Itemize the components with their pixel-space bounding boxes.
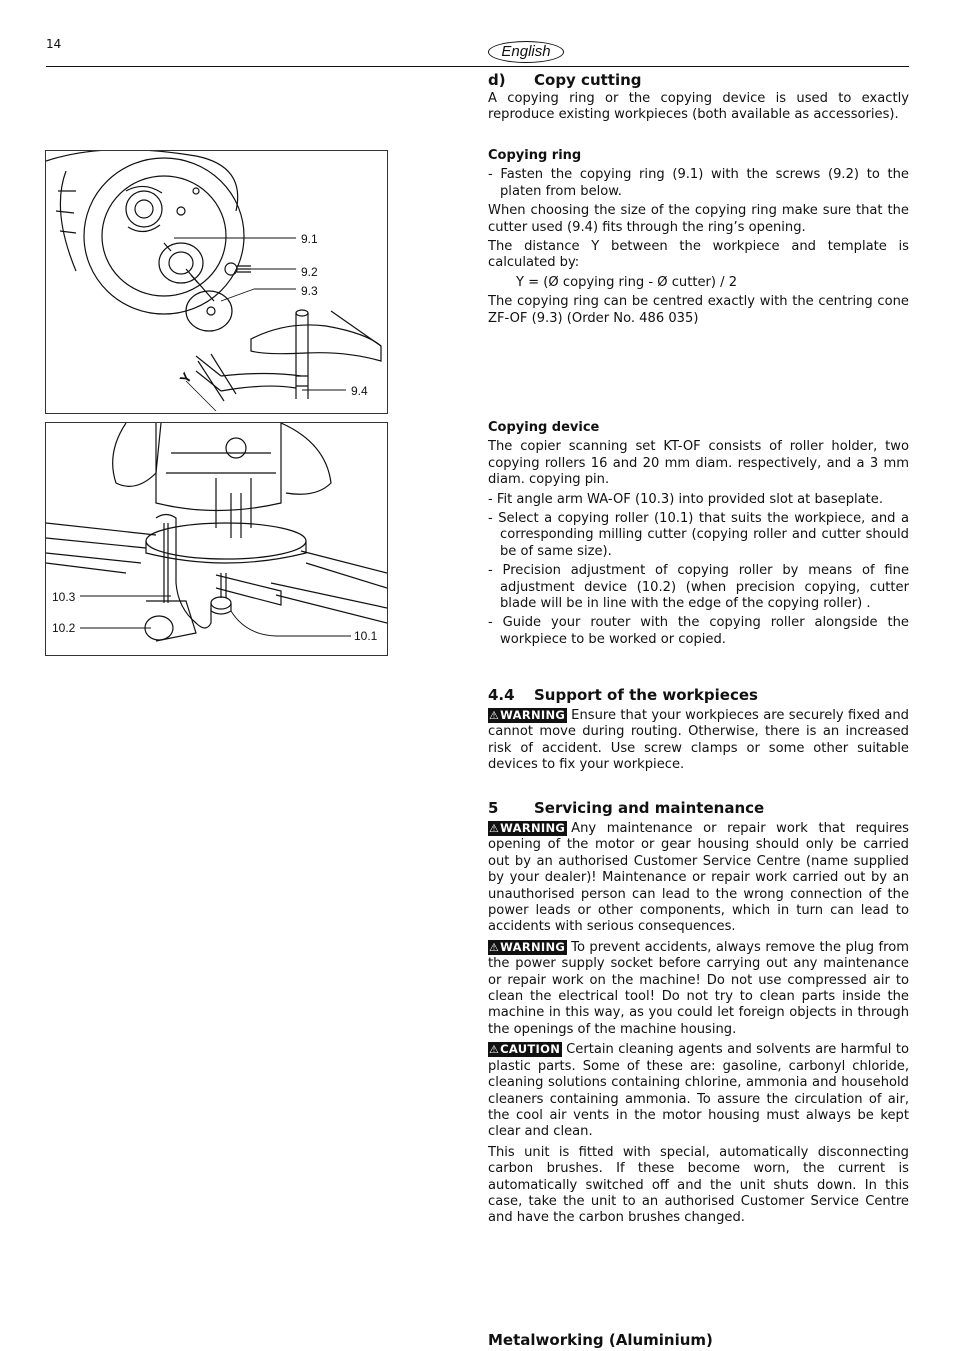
figure-10-label-1: 10.3 [52, 590, 76, 604]
warning-badge: ⚠WARNING [489, 821, 566, 835]
figure-9-label-2: 9.2 [301, 265, 318, 279]
bullet-item: - Select a copying roller (10.1) that suits the workpiece, and a corresponding milling cutter (copying roller and cutter should be of same size). [488, 511, 909, 559]
warning-triangle-icon: ⚠ [489, 709, 500, 722]
section-heading [488, 686, 909, 704]
bullet-item: - Fit angle arm WA-OF (10.3) into provided slot at baseplate. [488, 491, 884, 507]
bullet-item: - Fasten the copying ring (9.1) with the screws (9.2) to the platen from below. [488, 167, 909, 199]
caution-paragraph: ⚠CAUTION Certain cleaning agents and solvents are harmful to plastic parts. Some of these are: gasoline, carbonyl chloride, cleaning solutions containing chlorine, ammonia and household cleaners containing ammonia. To assure the circulation of air, the cool air vents in the motor housing must always be kept clear and clean. [488, 1042, 909, 1140]
section-copy-cutting [488, 71, 909, 124]
section-heading [488, 71, 909, 89]
figure-10 [45, 422, 388, 656]
language-label: English [488, 41, 564, 63]
figure-9 [45, 150, 388, 414]
section-number: d) [488, 71, 506, 89]
bullet-item: - Precision adjustment of copying roller by means of fine adjustment device (10.2) (when precision copying, cutter blade will be in line with the edge of the copying roller) . [488, 563, 909, 612]
warning-triangle-icon: ⚠ [489, 822, 500, 835]
paragraph: When choosing the size of the copying ring make sure that the cutter used (9.4) fits through the ring’s opening. [488, 203, 909, 235]
warning-badge: ⚠WARNING [489, 939, 566, 954]
section-number: 4.4 [488, 686, 515, 704]
subsection-heading: Copying device [488, 420, 600, 435]
caution-badge: ⚠CAUTION [489, 1042, 561, 1057]
paragraph: The copier scanning set KT-OF consists of roller holder, two copying rollers 16 and 20 mm diam. respectively, and a 3 mm diam. copying pin. [488, 439, 909, 488]
section-support-of-workpieces [488, 686, 909, 774]
section-title: Servicing and maintenance [534, 799, 765, 817]
warning-paragraph: ⚠WARNING Ensure that your workpieces are securely fixed and cannot move during routing. Otherwise, there is an increased risk of accident. Use screw clamps or some other suitable devices to fix your workpiece. [488, 708, 909, 773]
warning-badge: ⚠WARNING [489, 708, 566, 722]
formula: Y = (Ø copying ring - Ø cutter) / 2 [516, 274, 738, 290]
figure-10-drawing [46, 423, 387, 655]
figure-10-label-2: 10.2 [52, 621, 76, 635]
header-rule [46, 66, 909, 67]
section-servicing-maintenance [488, 799, 909, 1227]
section-heading [488, 799, 909, 817]
section-number: 5 [488, 799, 499, 817]
paragraph: The copying ring can be centred exactly with the centring cone ZF-OF (9.3) (Order No. 486 035) [488, 294, 909, 326]
figure-10-label-3: 10.1 [354, 629, 378, 643]
figure-9-label-3: 9.3 [301, 284, 318, 298]
section-title: Support of the workpieces [534, 686, 758, 704]
figure-9-label-4: 9.4 [351, 384, 368, 398]
warning-triangle-icon: ⚠ [489, 940, 500, 954]
subsection-copying-device [488, 420, 909, 648]
figure-9-label-1: 9.1 [301, 232, 318, 246]
subsection-heading: Copying ring [488, 148, 582, 163]
paragraph: The distance Y between the workpiece and template is calculated by: [488, 239, 909, 271]
subsection-copying-ring [488, 148, 909, 327]
warning-paragraph: ⚠WARNING To prevent accidents, always remove the plug from the power supply socket before carrying out any maintenance or repair work on the machine! Do not use compressed air to clean the electrical tool! Do not try to clean parts inside the machine in this way, as you could let foreign objects in through the openings of the machine housing. [488, 939, 909, 1037]
figure-9-dimension-y: Y [176, 369, 195, 387]
intro-paragraph: A copying ring or the copying device is used to exactly reproduce existing workpieces (both available as accessories). [488, 91, 909, 123]
paragraph: This unit is fitted with special, automatically disconnecting carbon brushes. If these become worn, the current is automatically switched off and the unit shuts down. In this case, take the unit to an authorised Customer Service Centre and have the carbon brushes changed. [488, 1144, 909, 1226]
caution-triangle-icon: ⚠ [489, 1043, 500, 1057]
warning-paragraph: ⚠WARNING Any maintenance or repair work that requires opening of the motor or gear housing should only be carried out by an authorised Customer Service Centre (name supplied by your dealer)! Maintenance or repair work carried out by an unauthorised person can lead to the wrong connection of the power leads or other components, which in turn can lead to accidents with serious consequences. [488, 821, 909, 935]
figure-9-drawing [46, 151, 387, 413]
section-title: Copy cutting [534, 71, 642, 89]
next-section-heading: Metalworking (Aluminium) [488, 1331, 713, 1349]
page-number: 14 [46, 37, 62, 51]
bullet-item: - Guide your router with the copying roller alongside the workpiece to be worked or copied. [488, 615, 909, 647]
